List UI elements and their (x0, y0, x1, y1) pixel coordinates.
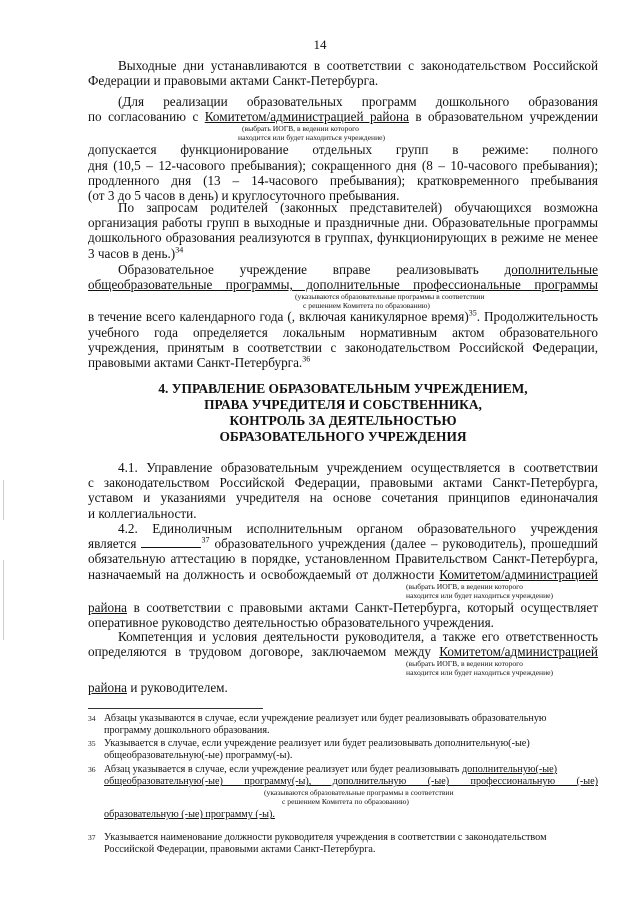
text-line: (Для реализации образовательных программ дошкольного образования (118, 94, 598, 109)
footnote-number: 35 (88, 739, 96, 748)
paragraph-weekends (88, 58, 598, 88)
footnote-36: 36 Абзац указывается в случае, если учреждение реализует или будет реализовывать дополнительную(-ые) общеобразовательную(-ые) программу(-ы), дополнительную (-ые) профессиональную (-ые) (указываются образовательные программы в соответствии с решением Комитета по образованию) образовательную (-ые) программу (-ы). (88, 764, 598, 821)
text-line: дня (10,5 – 12-часового пребывания); сокращенного дня (8 – 10-часового пребывания); (88, 157, 598, 173)
text-line: Компетенция и условия деятельности руководителя, а также его ответственность (118, 629, 598, 644)
text-line: в течение всего календарного года (, включая каникулярное время)$^{35}$. Продолжительность (88, 309, 598, 325)
footnote-37: 37 Указывается наименование должности руководителя учреждения в соответствии с законодательством Российской Федерации, правовыми актами Санкт-Петербурга. (88, 832, 547, 856)
footnote-34: 34 Абзацы указываются в случае, если учреждение реализует или будет реализовывать образовательную программу дошкольного образования. (88, 713, 547, 737)
text-line: оперативное руководство деятельностью образовательного учреждения. (88, 615, 494, 631)
text-line: 3 часов в день.)$^{34}$ (88, 245, 184, 261)
placeholder-programs: общеобразовательные программы, дополнительные профессиональные программы (88, 277, 598, 293)
text-line: По запросам родителей (законных представителей) обучающихся возможна (118, 200, 598, 215)
text-line: по согласованию с Комитетом/администрацией района в образовательном учреждении (88, 109, 599, 125)
text-line: определяются в трудовом договоре, заключаемом между Комитетом/администрацией (88, 644, 598, 660)
text-line: Выходные дни устанавливаются в соответствии с законодательством Российской (118, 58, 598, 73)
text-line: дошкольного образования реализуются в группах, функционирующих в режиме не менее (88, 230, 598, 246)
text-line: обязательную аттестацию в порядке, установленном Правительством Санкт-Петербурга, (88, 551, 598, 567)
blank-field (141, 536, 201, 548)
paragraph-preschool-modes (88, 94, 598, 203)
footnote-number: 34 (88, 714, 96, 723)
placeholder-authority: Комитетом/администрацией (439, 566, 598, 582)
footnote-ref: 37 (201, 535, 210, 545)
footnote-number: 37 (88, 833, 96, 842)
footnote-separator (88, 708, 263, 709)
text-line: (от 3 до 5 часов в день) и круглосуточного пребывания. (88, 188, 400, 204)
heading-line: КОНТРОЛЬ ЗА ДЕЯТЕЛЬНОСТЬЮ (229, 413, 457, 428)
text-line: допускается функционирование отдельных групп в режиме: полного (88, 142, 598, 158)
text-line: продленного дня (13 – 14-часового пребывания); кратковременного пребывания (88, 172, 598, 188)
section-heading (88, 381, 598, 445)
text-line: Федерации и правовыми актами Санкт-Петербурга. (88, 73, 379, 89)
page-number: 14 (313, 37, 327, 52)
text-line: уставом и указаниями учредителя на основе сочетания принципов единоначалия (88, 490, 598, 506)
text-line: является $^{37}$ образовательного учреждения (далее – руководитель), прошедший (88, 535, 598, 552)
text-line: правовыми актами Санкт-Петербурга.$^{36}$ (88, 354, 311, 371)
text-line: учебного года определяется локальным нормативным актом образовательного (88, 324, 598, 340)
heading-line: ПРАВА УЧРЕДИТЕЛЯ И СОБСТВЕННИКА, (204, 397, 482, 412)
placeholder-note: (указываются образовательные программы в соответствии с решением Комитета по образованию) (295, 292, 485, 311)
placeholder-authority: Комитетом/администрацией (439, 644, 598, 660)
footnote-35: 35 Указывается в случае, если учреждение реализует или будет реализовывать дополнительную(-ые) общеобразовательную(-ые) программу(-ы). (88, 738, 530, 762)
heading-line: ОБРАЗОВАТЕЛЬНОГО УЧРЕЖДЕНИЯ (219, 429, 467, 444)
text-line: учреждения, принятым в соответствии с законодательством Российской Федерации, (88, 339, 598, 355)
scan-edge-mark (3, 560, 4, 640)
text-line: района в соответствии с правовыми актами Санкт-Петербурга, который осуществляет (88, 599, 598, 615)
placeholder-note: (выбрать ИОГВ, в ведении которого находится или будет находиться учреждение) (406, 659, 554, 678)
paragraph-parent-requests (88, 200, 598, 261)
heading-line: 4. УПРАВЛЕНИЕ ОБРАЗОВАТЕЛЬНЫМ УЧРЕЖДЕНИЕМ, (158, 381, 528, 396)
text-line: района и руководителем. (88, 680, 228, 696)
paragraph-additional-programs (88, 262, 598, 370)
scan-edge-mark (3, 480, 4, 520)
placeholder-note: (выбрать ИОГВ, в ведении которого находится или будет находиться учреждение) (238, 124, 386, 143)
text-line: и коллегиальности. (88, 505, 197, 521)
footnote-ref: 36 (302, 354, 311, 364)
text-line: с законодательством Российской Федерации, правовыми актами Санкт-Петербурга, (88, 475, 598, 491)
text-line: Образовательное учреждение вправе реализовывать дополнительные (118, 262, 598, 277)
footnote-ref: 34 (175, 245, 184, 255)
footnote-number: 36 (88, 765, 96, 774)
placeholder-note: (выбрать ИОГВ, в ведении которого находится или будет находиться учреждение) (406, 581, 554, 600)
paragraph-competence (88, 629, 598, 696)
text-line: 4.2. Единоличным исполнительным органом образовательного учреждения (118, 521, 598, 536)
footnote-ref: 35 (468, 309, 477, 319)
text-line: назначаемый на должность и освобождаемый от должности Комитетом/администрацией (88, 566, 598, 582)
text-line: организация работы групп в выходные и праздничные дни. Образовательные программы (88, 215, 598, 231)
text-line: 4.1. Управление образовательным учреждением осуществляется в соответствии (118, 460, 598, 475)
placeholder-authority: Комитетом/администрацией района (204, 109, 409, 125)
clause-4-1 (88, 460, 598, 521)
clause-4-2 (88, 521, 598, 630)
